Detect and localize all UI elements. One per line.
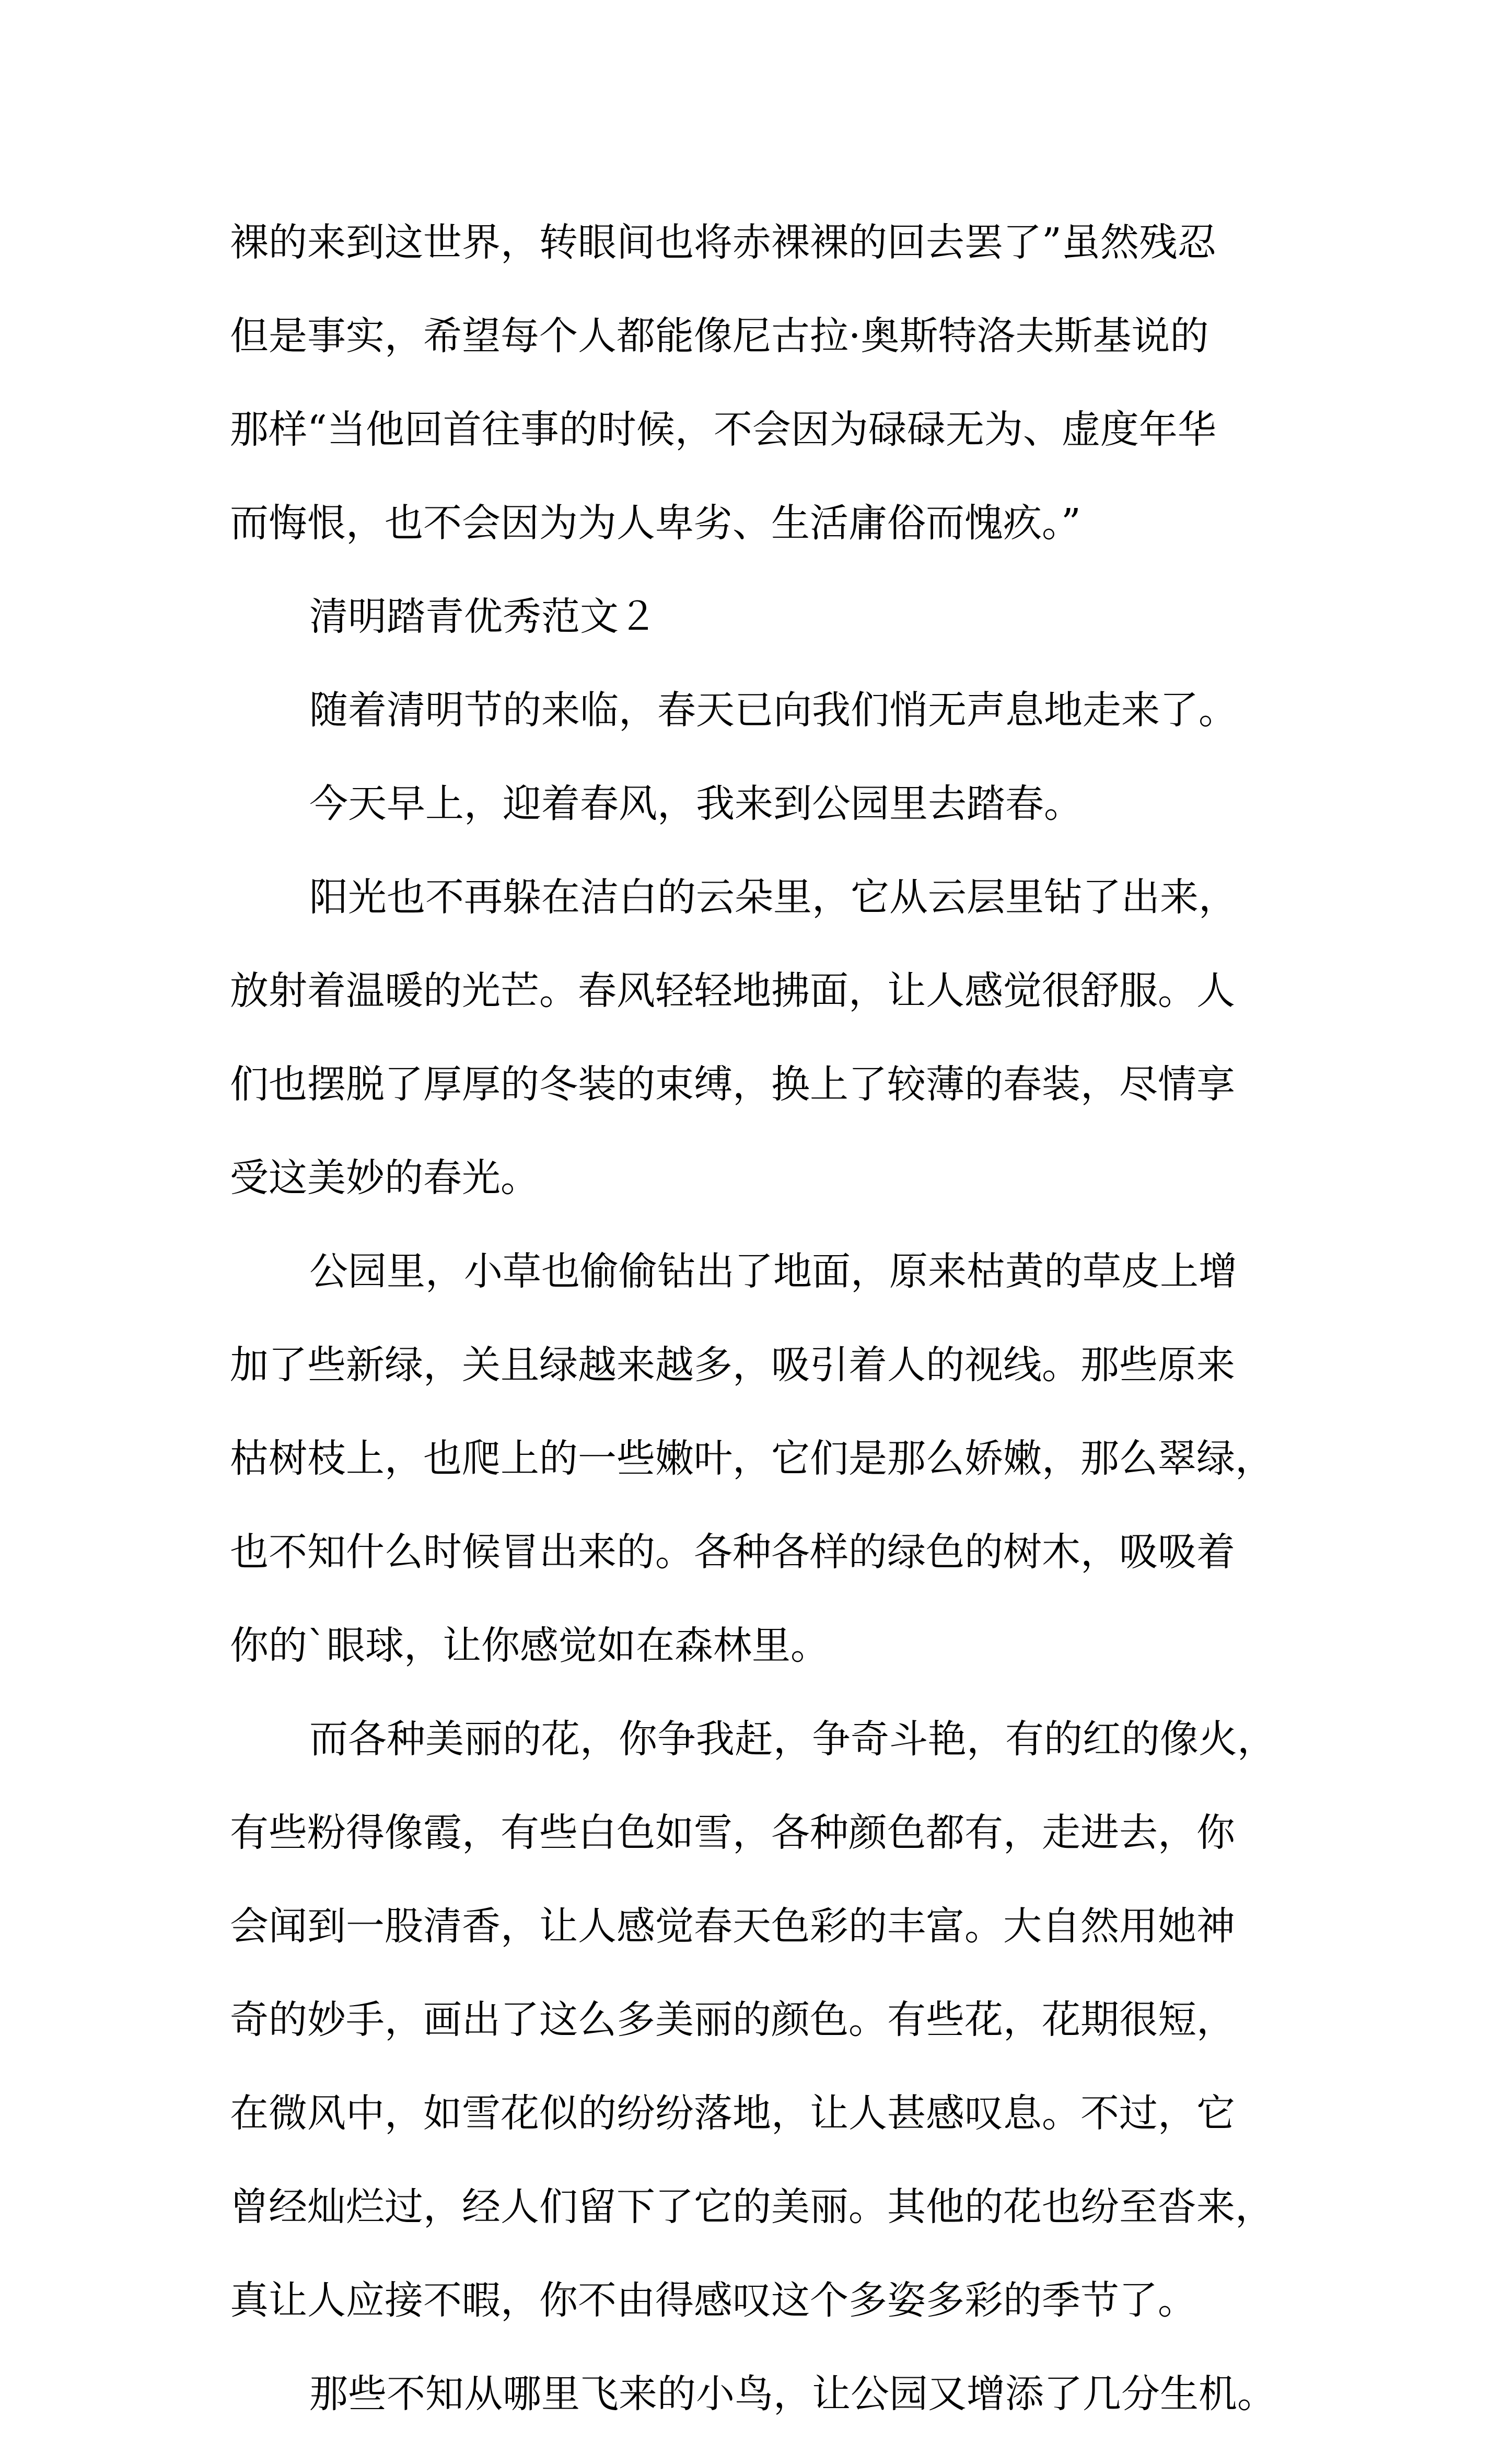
text-line: 枯树枝上，也爬上的一些嫩叶，它们是那么娇嫩，那么翠绿， [230,1436,1274,1481]
text-line: 那样“当他回首往事的时候，不会因为碌碌无为、虚度年华 [230,407,1216,452]
section-heading: 清明踏青优秀范文２ [309,594,657,639]
text-line: 会闻到一股清香，让人感觉春天色彩的丰富。大自然用她神 [230,1904,1235,1949]
paragraph-start: 阳光也不再躲在洁白的云朵里，它从云层里钻了出来， [309,875,1237,920]
text-line: 有些粉得像霞，有些白色如雪，各种颜色都有，走进去，你 [230,1810,1235,1855]
paragraph-start: 而各种美丽的花，你争我赶，争奇斗艳，有的红的像火， [309,1717,1276,1762]
text-line: 你的`眼球，让你感觉如在森林里。 [230,1623,829,1668]
paragraph-start: 今天早上，迎着春风，我来到公园里去踏春。 [309,781,1083,826]
text-line: 们也摆脱了厚厚的冬装的束缚，换上了较薄的春装，尽情享 [230,1062,1235,1107]
paragraph-start: 公园里，小草也偷偷钻出了地面，原来枯黄的草皮上增 [309,1249,1237,1294]
text-line: 在微风中，如雪花似的纷纷落地，让人甚感叹息。不过，它 [230,2091,1235,2136]
text-line: 真让人应接不暇，你不由得感叹这个多姿多彩的季节了。 [230,2278,1196,2323]
paragraph-start: 随着清明节的来临，春天已向我们悄无声息地走来了。 [309,688,1237,733]
text-line: 受这美妙的春光。 [230,1155,539,1200]
text-line: 加了些新绿，关且绿越来越多，吸引着人的视线。那些原来 [230,1343,1235,1387]
text-line: 而悔恨，也不会因为为人卑劣、生活庸俗而愧疚。” [230,501,1081,546]
text-line: 裸的来到这世界，转眼间也将赤裸裸的回去罢了”虽然残忍 [230,220,1216,265]
paragraph-start: 那些不知从哪里飞来的小鸟，让公园又增添了几分生机。 [309,2371,1276,2416]
text-line: 也不知什么时候冒出来的。各种各样的绿色的树木，吸吸着 [230,1530,1235,1575]
text-line: 但是事实，希望每个人都能像尼古拉·奥斯特洛夫斯基说的 [230,314,1209,358]
body-text [230,196,1296,2441]
text-line: 奇的妙手，画出了这么多美丽的颜色。有些花，花期很短， [230,1997,1235,2042]
text-line: 曾经灿烂过，经人们留下了它的美丽。其他的花也纷至沓来， [230,2184,1274,2229]
text-line: 放射着温暖的光芒。春风轻轻地拂面，让人感觉很舒服。人 [230,968,1235,1013]
